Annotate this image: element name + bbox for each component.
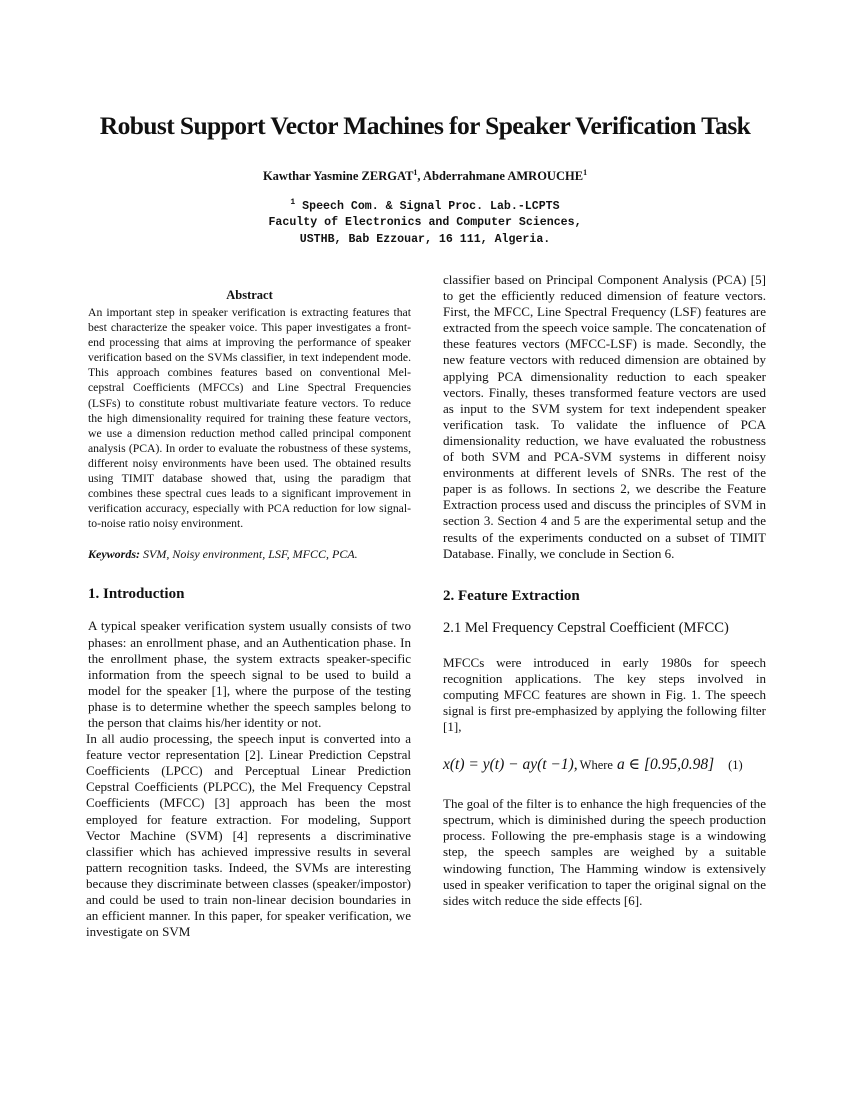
- equation-where: Where: [579, 758, 613, 773]
- paper-title: Robust Support Vector Machines for Speaker Verification Task: [99, 111, 751, 140]
- affiliation-marker: 1: [583, 168, 588, 177]
- affiliation-marker: 1: [290, 198, 296, 207]
- left-column: [88, 288, 411, 940]
- author-line: [0, 168, 850, 184]
- affiliation-marker: 1: [413, 168, 418, 177]
- author-name: Abderrahmane AMROUCHE: [422, 169, 584, 184]
- paragraph: The goal of the filter is to enhance the high frequencies of the spectrum, which is diminished during the speech production process. Following the pre-emphasis stage is a windowing step, the speech samples are weighed by a suitable windowing function, The Hamming window is extensively used in speaker verification to taper the original signal on the sides witch reduce the side effects [6].: [443, 796, 766, 908]
- affiliation-line: Faculty of Electronics and Computer Sciences,: [268, 216, 582, 230]
- paragraph: MFCCs were introduced in early 1980s for speech recognition applications. The key steps involved in computing MFCC features are shown in Fig. 1. The speech signal is first pre-emphasized by applying the following filter [1],: [443, 654, 766, 735]
- abstract-text: An important step in speaker verification is extracting features that best characterize the speaker voice. This paper investigates a front-end processing that aims at improving the performance of speaker verification based on the SVMs classifier, in text independent mode. This approach combines features based on conventional Mel-cepstral Coefficients (MFCCs) and Line Spectral Frequencies (LSFs) to constitute robust multivariate feature vectors. To reduce the high dimensionality required for training these feature vectors, we use a dimension reduction method called principal component analysis (PCA). In order to evaluate the robustness of these systems, different noisy environments have been used. The obtained results using TIMIT database showed that, using the paradigm that combines these spectral cues leads to a significant improvement in verification accuracy, especially with PCA reduction for low signal-to-noise ratio noisy environment.: [88, 306, 411, 531]
- section-heading-feature-extraction: 2. Feature Extraction: [443, 587, 580, 604]
- subsection-heading-mfcc: 2.1 Mel Frequency Cepstral Coefficient (MFCC): [443, 619, 729, 636]
- author-name: Kawthar Yasmine ZERGAT: [262, 169, 414, 184]
- section-heading-introduction: 1. Introduction: [88, 586, 185, 603]
- equation-number: (1): [728, 758, 743, 773]
- equation-1: [443, 755, 766, 774]
- paragraph: A typical speaker verification system usually consists of two phases: an enrollment phase, and an Authentication phase. In the enrollment phase, the system extracts speaker-specific information from the speech signal to be used to build a model for the speaker [1], where the purpose of the testing phase is to determine whether the speech samples belong to the person that claims his/her identity or not.: [88, 618, 411, 730]
- author-separator: ,: [417, 169, 423, 184]
- keywords-text: SVM, Noisy environment, LSF, MFCC, PCA.: [140, 547, 358, 562]
- equation-condition: a ∈ [0.95,0.98]: [616, 756, 715, 774]
- keywords-label: Keywords:: [88, 547, 140, 562]
- abstract-heading: Abstract: [226, 288, 273, 302]
- equation-expression: x(t) = y(t) − ay(t −1),: [443, 756, 578, 774]
- paragraph: classifier based on Principal Component Analysis (PCA) [5] to get the efficiently reduced dimension of feature vectors. First, the MFCC, Line Spectral Frequency (LSF) features are extracted from the speech voice sample. The concatenation of these features vectors (MFCC-LSF) is made. Secondly, the new feature vectors with reduced dimension are obtained by applying PCA dimensionality reduction to each speaker vectors. Finally, theses transformed feature vectors are used as input to the SVM system for text independent speaker verification task. To validate the influence of PCA dimensionality reduction, we have evaluated the robustness of both SVM and PCA-SVM systems in different noisy environments at different levels of SNRs. The rest of the paper is as follows. In sections 2, we describe the Feature Extraction process used and discuss the principles of SVM in section 3. Section 4 and 5 are the experimental setup and the results of the experiments conducted on a subset of TIMIT Database. Finally, we conclude in Section 6.: [443, 272, 766, 561]
- keywords: [88, 547, 411, 562]
- affiliation-lab: Speech Com. & Signal Proc. Lab.-LCPTS: [295, 199, 560, 213]
- affiliation-block: [0, 195, 850, 248]
- affiliation-line: [0, 195, 850, 215]
- affiliation-line: USTHB, Bab Ezzouar, 16 111, Algeria.: [299, 232, 551, 246]
- paragraph: In all audio processing, the speech input is converted into a feature vector representation [2]. Linear Prediction Cepstral Coefficients (LPCC) and Perceptual Linear Prediction Cepstral Coefficients (PLPCC), the Mel Frequency Cepstral Coefficients (MFCC) [3] approach has been the most employed for feature extraction. For modeling, Support Vector Machine (SVM) [4] represents a discriminative classifier which has achieved impressive results in several pattern recognition tasks. Indeed, the SVMs are interesting because they discriminate between classes (speaker/impostor) and could be used to train non-linear decision boundaries in an efficient manner. In this paper, for speaker verification, we investigate on SVM: [86, 731, 411, 940]
- right-column: [443, 272, 766, 909]
